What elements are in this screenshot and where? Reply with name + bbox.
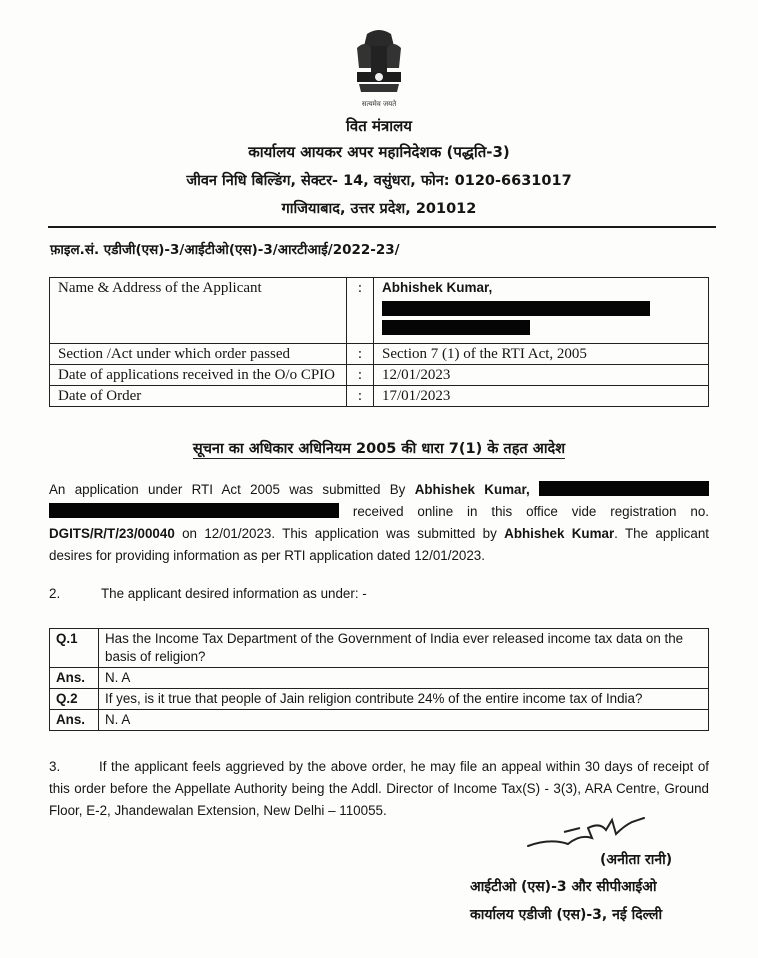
registration-number: DGITS/R/T/23/00040 (49, 526, 175, 541)
question-text: If yes, is it true that people of Jain religion contribute 24% of the entire income tax of India? (99, 689, 709, 710)
redaction-bar (382, 320, 530, 335)
row-label: Name & Address of the Applicant (50, 278, 347, 344)
redaction-bar (382, 301, 650, 316)
answer-label: Ans. (50, 710, 99, 731)
applicant-name-inline: Abhishek Kumar, (414, 482, 530, 497)
signatory-designation: आईटीओ (एस)-3 और सीपीआईओ (470, 879, 657, 895)
redaction-bar (539, 481, 709, 496)
emblem-motto: सत्यमेव जयते (361, 100, 397, 108)
ashoka-emblem-icon (345, 28, 413, 110)
applicant-details-table (49, 277, 709, 407)
table-row (50, 365, 709, 386)
table-row (50, 668, 709, 689)
answer-label: Ans. (50, 668, 99, 689)
row-value: Section 7 (1) of the RTI Act, 2005 (374, 344, 709, 365)
applicant-name-cell (374, 278, 709, 344)
para-number: 3. (49, 759, 61, 774)
row-separator: : (347, 365, 374, 386)
para-text: The applicant desired information as under: - (101, 586, 367, 601)
answer-text: N. A (99, 668, 709, 689)
office-name: कार्यालय आयकर अपर महानिदेशक (पद्धति-3) (248, 143, 510, 161)
order-title-text: सूचना का अधिकार अधिनियम 2005 की धारा 7(1) के तहत आदेश (192, 441, 566, 457)
table-row (50, 710, 709, 731)
row-separator: : (347, 386, 374, 407)
questions-table (49, 628, 709, 731)
applicant-name: Abhishek Kumar, (382, 280, 493, 295)
row-value: 17/01/2023 (374, 386, 709, 407)
signatory-office: कार्यालय एडीजी (एस)-3, नई दिल्ली (470, 907, 663, 923)
header-divider (48, 226, 716, 228)
row-separator: : (347, 278, 374, 344)
question-label: Q.2 (50, 689, 99, 710)
question-text: Has the Income Tax Department of the Government of India ever released income tax data on the basis of religion? (99, 629, 709, 668)
row-value: 12/01/2023 (374, 365, 709, 386)
applicant-name-inline: Abhishek Kumar (504, 526, 615, 541)
office-address: जीवन निधि बिल्डिंग, सेक्टर- 14, वसुंधरा, फोन: 0120-6631017 (186, 173, 572, 189)
row-label: Date of applications received in the O/o CPIO (50, 365, 347, 386)
table-row (50, 689, 709, 710)
row-label: Date of Order (50, 386, 347, 407)
order-title (0, 438, 758, 458)
row-label: Section /Act under which order passed (50, 344, 347, 365)
file-number: फ़ाइल.सं. एडीजी(एस)-3/आईटीओ(एस)-3/आरटीआई/2022-23/ (50, 242, 400, 258)
redaction-bar (49, 503, 339, 518)
para-text: If the applicant feels aggrieved by the above order, he may file an appeal within 30 days of receipt of this order before the Appellate Authority being the Addl. Director of Income Tax(S) - 3(3), ARA Centre, Ground Floor, E-2, Jhandewalan Extension, New Delhi – 110055. (49, 759, 709, 818)
para-text: . The applicant desires for providing information as per RTI application dated 12/01/2023. (49, 526, 709, 563)
info-request-paragraph (49, 583, 709, 605)
para-text: on 12/01/2023. This application was submitted by (174, 526, 505, 541)
office-city: गाजियाबाद, उत्तर प्रदेश, 201012 (281, 201, 477, 217)
table-row (50, 629, 709, 668)
para-text: received online in this office vide registration no. (339, 504, 709, 519)
ministry-name: वित मंत्रालय (345, 117, 412, 135)
application-paragraph (49, 479, 709, 567)
table-row (50, 344, 709, 365)
signatory-name: (अनीता रानी) (600, 852, 673, 868)
table-row (50, 278, 709, 344)
para-text: An application under RTI Act 2005 was submitted By (49, 482, 415, 497)
table-row (50, 386, 709, 407)
question-label: Q.1 (50, 629, 99, 668)
para-number: 2. (49, 586, 61, 601)
row-separator: : (347, 344, 374, 365)
answer-text: N. A (99, 710, 709, 731)
